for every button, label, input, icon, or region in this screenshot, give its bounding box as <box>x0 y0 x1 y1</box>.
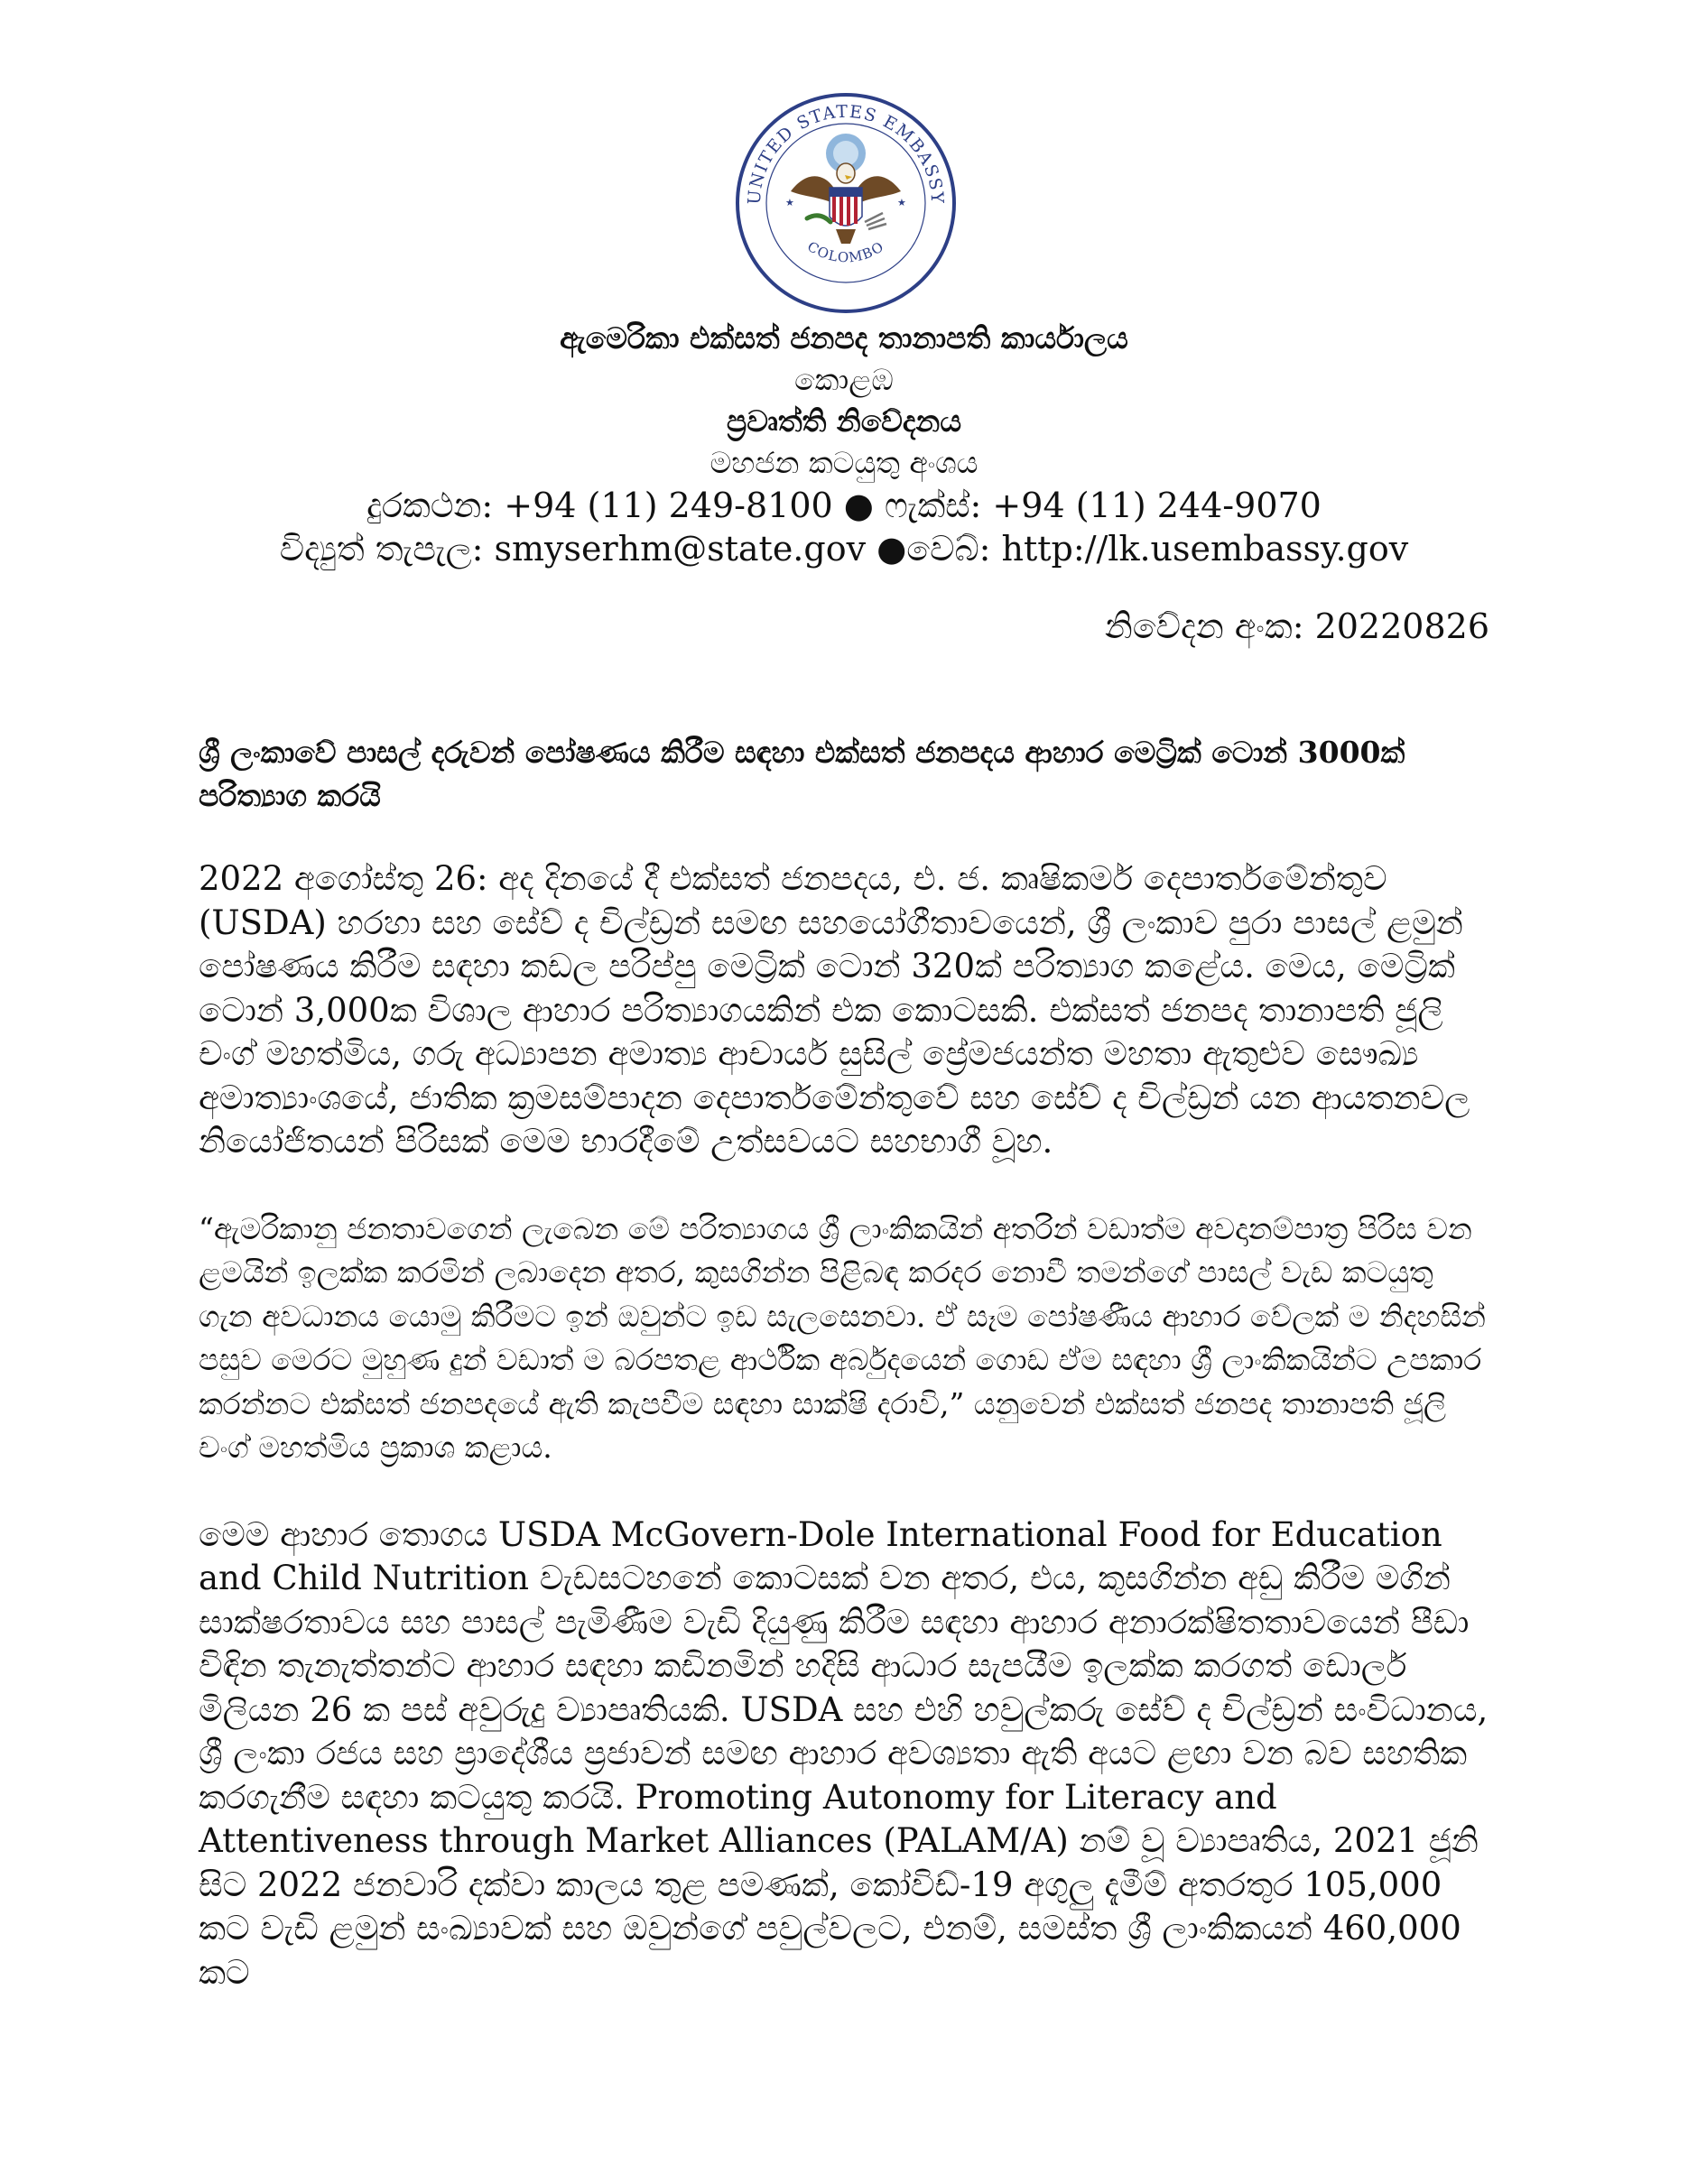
release-number: නිවේදන අංක: 20220826 <box>1104 606 1489 646</box>
article-paragraph: “ඇමරිකානු ජනතාවගෙන් ලැබෙන මේ පරිත්‍යාගය ශ්‍රී ලාංකිකයින් අතරින් වඩාත්ම අවදානම්පාත්‍ර පිරිස වන ළමයින් ඉලක්ක කරමින් ලබාදෙන අතර, කුසගින්න පිළිබඳ කරදර නොවී තමන්ගේ පාසල් වැඩ කටයුතු ගැන අවධානය යොමු කිරීමට ඉන් ඔවුන්ට ඉඩ සැලසෙනවා. ඒ සෑම පෝෂණීය ආහාර වේලක් ම නිදහසින් පසුව මෙරට මුහුණ දුන් වඩාත් ම බරපතළ ආර්ථික අර්බුදයෙන් ගොඩ ඒම සඳහා ශ්‍රී ලාංකිකයින්ට උපකාර කරන්නට එක්සත් ජනපදයේ ඇති කැපවීම සඳහා සාක්ෂි දරාවි,” යනුවෙන් එක්සත් ජනපද තානාපති ජූලි චංග් මහත්මිය ප්‍රකාශ කළාය. <box>199 1210 1486 1465</box>
svg-text:★: ★ <box>785 197 794 208</box>
organization-name: ඇමෙරිකා එක්සත් ජනපද තානාපති කාර්යාලය <box>560 320 1128 356</box>
article-headline: ශ්‍රී ලංකාවේ පාසල් දරුවන් පෝෂණය කිරීම සඳහා එක්සත් ජනපදය ආහාර මෙට්‍රික් ටොන් 3000ක් පරිත්‍යාග කරයි <box>199 735 1405 813</box>
section-name: මහජන කටයුතු අංශය <box>710 445 978 480</box>
article-body <box>199 731 1489 2038</box>
email-web-line: විද්‍යුත් තැපැල: smyserhm@state.gov ●වෙබ්: http://lk.usembassy.gov <box>279 529 1409 569</box>
embassy-seal-logo <box>733 90 959 316</box>
seal-top-text: UNITED STATES EMBASSY <box>744 101 948 206</box>
phone-fax-line: දුරකථන: +94 (11) 249-8100 ● ෆැක්ස්: +94 (11) 244-9070 <box>366 486 1322 525</box>
document-type: ප්‍රවෘත්ති නිවේදනය <box>726 403 962 439</box>
letterhead <box>199 318 1489 570</box>
svg-text:★: ★ <box>897 197 906 208</box>
article-paragraph: 2022 අගෝස්තු 26: අද දිනයේ දී එක්සත් ජනපදය, එ. ජ. කෘෂිකර්ම දෙපාර්තමේන්තුව (USDA) හරහා සහ සේව් ද චිල්ඩ්‍රන් සමඟ සහයෝගීතාවයෙන්, ශ්‍රී ලංකාව පුරා පාසල් ළමුන් පෝෂණය කිරීම සඳහා කඩල පරිප්පු මෙට්‍රික් ටොන් 320ක් පරිත්‍යාග කළේය. මෙය, මෙට්‍රික් ටොන් 3,000ක විශාල ආහාර පරිත්‍යාගයකින් එක කොටසකි. එක්සත් ජනපද තානාපති ජූලි චංග් මහත්මිය, ගරු අධ්‍යාපන අමාත්‍ය ආචාර්ය සුසිල් ප්‍රේමජයන්ත මහතා ඇතුළුව සෞඛ්‍ය අමාත්‍යාංශයේ, ජාතික ක්‍රමසම්පාදන දෙපාර්තමේන්තුවේ සහ සේව් ද චිල්ඩ්‍රන් යන ආයතනවල නියෝජිතයන් පිරිසක් මෙම භාරදීමේ උත්සවයට සහභාගී වූහ. <box>199 859 1470 1161</box>
seal-bottom-text: COLOMBO <box>804 237 887 266</box>
article-paragraph: මෙම ආහාර තොගය USDA McGovern-Dole International Food for Education and Child Nutrition වැඩසටහනේ කොටසක් වන අතර, එය, කුසගින්න අඩු කිරීම මගින් සාක්ෂරතාවය සහ පාසල් පැමිණීම වැඩි දියුණු කිරීම සඳහා ආහාර අනාරක්ෂිතතාවයෙන් පීඩා විඳින තැනැත්තන්ට ආහාර සඳහා කඩිනමින් හදිසි ආධාර සැපයීම ඉලක්ක කරගත් ඩොලර් මිලියන 26 ක පස් අවුරුදු ව්‍යාපෘතියකි. USDA සහ එහි හවුල්කරු සේව් ද චිල්ඩ්‍රන් සංවිධානය, ශ්‍රී ලංකා රජය සහ ප්‍රාදේශීය ප්‍රජාවන් සමඟ ආහාර අවශ්‍යතා ඇති අයට ළඟා වන බව සහතික කරගැනීම සඳහා කටයුතු කරයි. Promoting Autonomy for Literacy and Attentiveness through Market Alliances (PALAM/A) නම් වූ ව්‍යාපෘතිය, 2021 ජූනි සිට 2022 ජනවාරි දක්වා කාලය තුළ පමණක්, කෝවිඩ්-19 අගුලු දැමීම් අතරතුර 105,000 කට වැඩි ළමුන් සංඛ්‍යාවක් සහ ඔවුන්ගේ පවුල්වලට, එනම්, සමස්ත ශ්‍රී ලාංකිකයන් 460,000 කට <box>199 1514 1489 1992</box>
city-name: කොළඹ <box>794 362 894 397</box>
